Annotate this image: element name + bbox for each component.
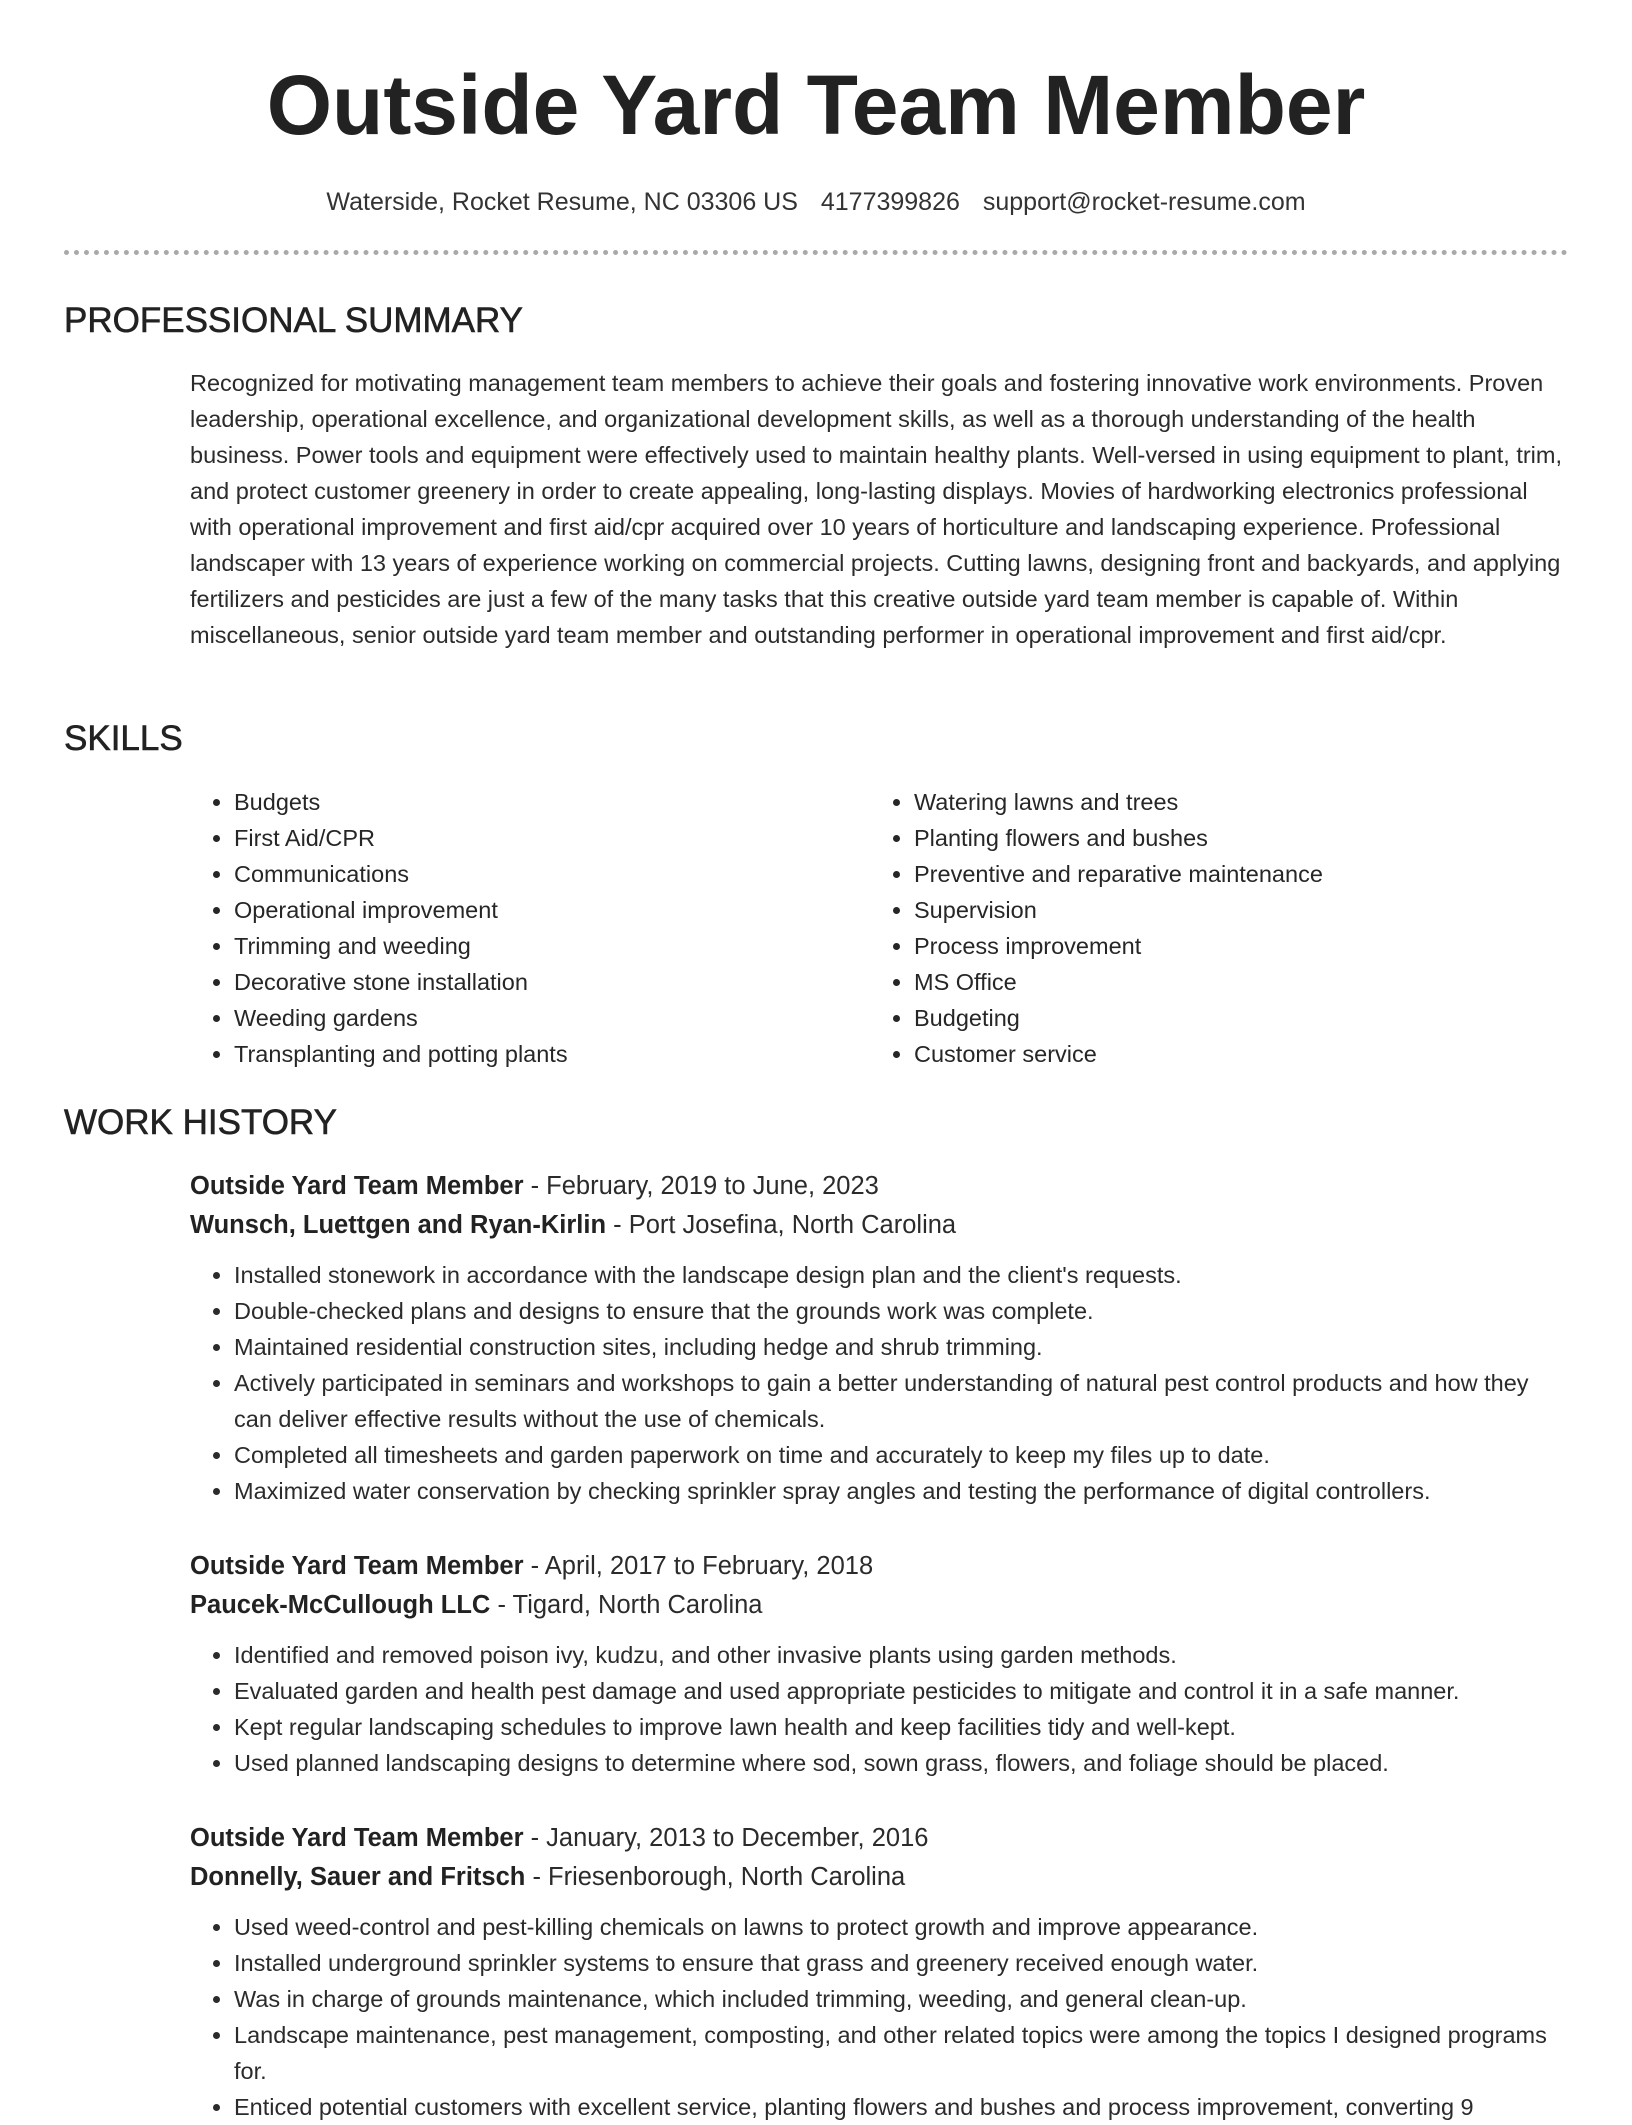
job-location: - Port Josefina, North Carolina (606, 1211, 957, 1239)
job-dates: - January, 2013 to December, 2016 (523, 1824, 929, 1852)
job-title-line (190, 1167, 1570, 1206)
duty-item: • Completed all timesheets and garden paperwork on time and accurately to keep my files up to date. (234, 1437, 1570, 1473)
duty-item: • Maximized water conservation by checking sprinkler spray angles and testing the performance of digital controllers. (234, 1473, 1570, 1509)
duty-item: • Installed underground sprinkler systems to ensure that grass and greenery received enough water. (234, 1945, 1570, 1981)
skills-list (190, 784, 1570, 1072)
candidate-name: Outside Yard Team Member (266, 58, 1366, 152)
skill-item: • Preventive and reparative maintenance (914, 856, 1550, 892)
job-entry (190, 1547, 1570, 1781)
skill-item: • Trimming and weeding (234, 928, 870, 964)
duty-item: • Kept regular landscaping schedules to improve lawn health and keep facilities tidy and well-kept. (234, 1709, 1570, 1745)
job-role: Outside Yard Team Member (190, 1552, 524, 1580)
job-dates: - April, 2017 to February, 2018 (523, 1552, 874, 1580)
job-duties (190, 1909, 1570, 2125)
skill-item: • Process improvement (914, 928, 1550, 964)
contact-address: Waterside, Rocket Resume, NC 03306 US (326, 188, 798, 216)
contact-phone: 4177399826 (820, 188, 960, 216)
skill-item: • Watering lawns and trees (914, 784, 1550, 820)
skill-item: • Budgeting (914, 1000, 1550, 1036)
skills-heading: SKILLS (64, 719, 183, 758)
duty-item: • Evaluated garden and health pest damage and used appropriate pesticides to mitigate and control it in a safe manner. (234, 1673, 1570, 1709)
job-company-line (190, 1858, 1570, 1897)
skill-item: • Weeding gardens (234, 1000, 870, 1036)
duty-item: • Landscape maintenance, pest management, composting, and other related topics were among the topics I designed programs for. (234, 2017, 1570, 2089)
duty-item: • Maintained residential construction sites, including hedge and shrub trimming. (234, 1329, 1570, 1365)
skill-item: • Supervision (914, 892, 1550, 928)
duty-item: • Enticed potential customers with excellent service, planting flowers and bushes and process improvement, converting 9 (234, 2089, 1570, 2125)
job-location: - Friesenborough, North Carolina (525, 1863, 906, 1891)
duty-item: • Identified and removed poison ivy, kudzu, and other invasive plants using garden methods. (234, 1637, 1570, 1673)
skill-item: • First Aid/CPR (234, 820, 870, 856)
job-company: Donnelly, Sauer and Fritsch (190, 1863, 526, 1891)
job-entry (190, 1167, 1570, 1509)
job-company-line (190, 1206, 1570, 1245)
job-title-line (190, 1819, 1570, 1858)
duty-item: • Used planned landscaping designs to determine where sod, sown grass, flowers, and foliage should be placed. (234, 1745, 1570, 1781)
skills-column-left (190, 784, 870, 1072)
resume-page (64, 0, 1568, 2120)
job-company: Wunsch, Luettgen and Ryan-Kirlin (190, 1211, 607, 1239)
job-role: Outside Yard Team Member (190, 1172, 524, 1200)
job-entry (190, 1819, 1570, 2125)
job-duties (190, 1257, 1570, 1509)
job-location: - Tigard, North Carolina (490, 1591, 763, 1619)
job-title-line (190, 1547, 1570, 1586)
skill-item: • Customer service (914, 1036, 1550, 1072)
duty-item: • Used weed-control and pest-killing chemicals on lawns to protect growth and improve appearance. (234, 1909, 1570, 1945)
skill-item: • Decorative stone installation (234, 964, 870, 1000)
skill-item: • Operational improvement (234, 892, 870, 928)
summary-text: Recognized for motivating management team members to achieve their goals and fostering innovative work environments. Proven leadership, operational excellence, and organizational development skills, as well as a thorough understanding of the health business. Power tools and equipment were effectively used to maintain healthy plants. Well-versed in using equipment to plant, trim, and protect customer greenery in order to create appealing, long-lasting displays. Movies of hardworking electronics professional with operational improvement and first aid/cpr acquired over 10 years of horticulture and landscaping experience. Professional landscaper with 13 years of experience working on commercial projects. Cutting lawns, designing front and backyards, and applying fertilizers and pesticides are just a few of the many tasks that this creative outside yard team member is capable of. Within miscellaneous, senior outside yard team member and outstanding performer in operational improvement and first aid/cpr. (190, 370, 1563, 648)
skill-item: • Communications (234, 856, 870, 892)
skill-item: • Transplanting and potting plants (234, 1036, 870, 1072)
job-company-line (190, 1586, 1570, 1625)
skill-item: • Planting flowers and bushes (914, 820, 1550, 856)
job-company: Paucek-McCullough LLC (190, 1591, 491, 1619)
header-divider (64, 250, 1568, 255)
job-dates: - February, 2019 to June, 2023 (523, 1172, 879, 1200)
contact-line (64, 184, 1568, 220)
work-history-heading: WORK HISTORY (64, 1103, 337, 1142)
contact-email: support@rocket-resume.com (982, 188, 1306, 216)
summary-heading: PROFESSIONAL SUMMARY (64, 301, 523, 340)
job-duties (190, 1637, 1570, 1781)
duty-item: • Double-checked plans and designs to ensure that the grounds work was complete. (234, 1293, 1570, 1329)
skill-item: • Budgets (234, 784, 870, 820)
skill-item: • MS Office (914, 964, 1550, 1000)
job-role: Outside Yard Team Member (190, 1824, 524, 1852)
skills-column-right (870, 784, 1550, 1072)
duty-item: • Installed stonework in accordance with the landscape design plan and the client's requests. (234, 1257, 1570, 1293)
duty-item: • Actively participated in seminars and workshops to gain a better understanding of natural pest control products and how they can deliver effective results without the use of chemicals. (234, 1365, 1570, 1437)
duty-item: • Was in charge of grounds maintenance, which included trimming, weeding, and general clean-up. (234, 1981, 1570, 2017)
